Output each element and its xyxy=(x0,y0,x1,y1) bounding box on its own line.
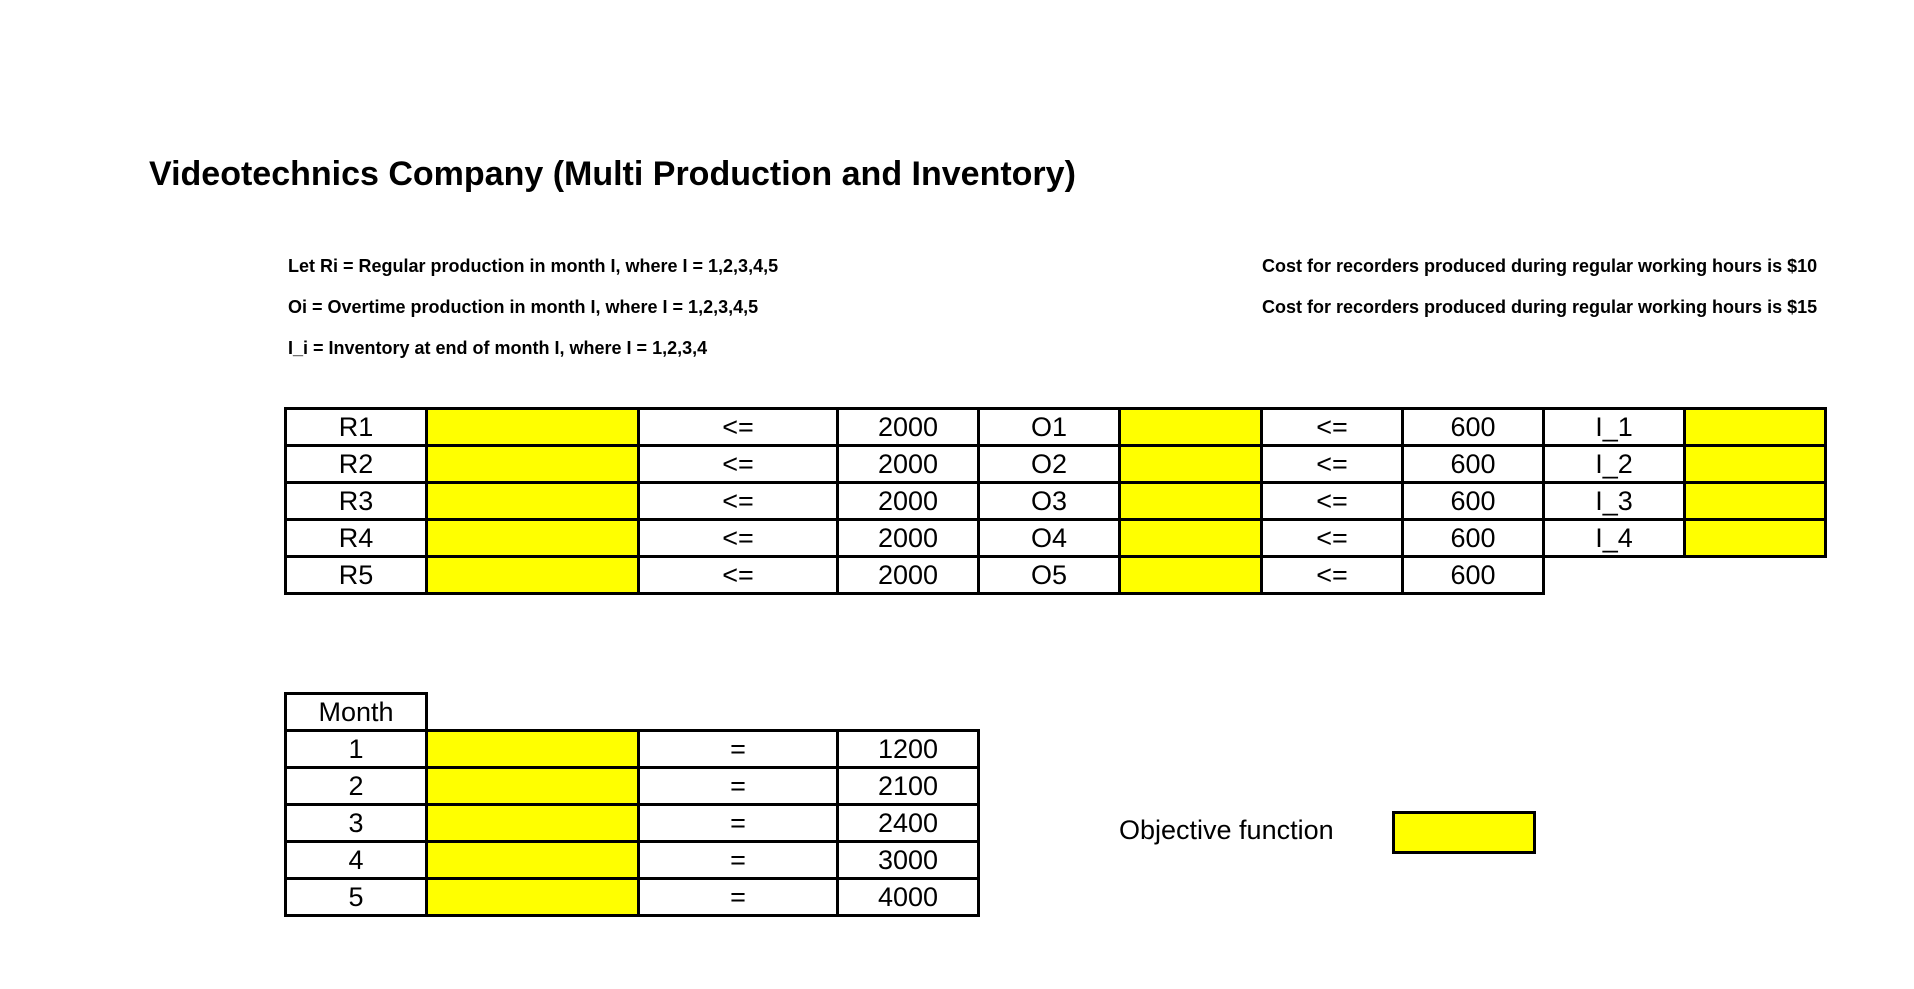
operator-cell: = xyxy=(639,731,838,768)
demand-value: 2400 xyxy=(838,805,979,842)
regular-input-cell[interactable] xyxy=(427,409,639,446)
inventory-input-cell[interactable] xyxy=(1685,483,1826,520)
regular-var-label: R1 xyxy=(286,409,427,446)
month-number: 3 xyxy=(286,805,427,842)
table-row xyxy=(286,483,1826,520)
inventory-var-label: I_4 xyxy=(1544,520,1685,557)
balance-input-cell[interactable] xyxy=(427,731,639,768)
demand-value: 3000 xyxy=(838,842,979,879)
balance-input-cell[interactable] xyxy=(427,805,639,842)
operator-cell: <= xyxy=(1262,557,1403,594)
operator-cell: <= xyxy=(1262,483,1403,520)
overtime-input-cell[interactable] xyxy=(1120,409,1262,446)
overtime-capacity: 600 xyxy=(1403,557,1544,594)
table-row xyxy=(286,842,979,879)
month-header: Month xyxy=(286,694,427,731)
definition-regular: Let Ri = Regular production in month I, where I = 1,2,3,4,5 xyxy=(288,256,779,276)
regular-var-label: R2 xyxy=(286,446,427,483)
operator-cell: = xyxy=(639,842,838,879)
table-row xyxy=(286,520,1826,557)
table-row xyxy=(286,446,1826,483)
operator-cell: <= xyxy=(639,446,838,483)
inventory-input-cell[interactable] xyxy=(1685,409,1826,446)
table-header-row xyxy=(286,694,979,731)
table-row xyxy=(286,805,979,842)
overtime-input-cell[interactable] xyxy=(1120,483,1262,520)
operator-cell: <= xyxy=(1262,446,1403,483)
regular-var-label: R5 xyxy=(286,557,427,594)
balance-input-cell[interactable] xyxy=(427,842,639,879)
empty-cell xyxy=(838,694,979,731)
cost-regular-note: Cost for recorders produced during regular working hours is $10 xyxy=(1262,256,1818,276)
inventory-input-cell[interactable] xyxy=(1685,446,1826,483)
operator-cell: = xyxy=(639,879,838,916)
table-row xyxy=(286,557,1826,594)
operator-cell: <= xyxy=(639,520,838,557)
demand-value: 2100 xyxy=(838,768,979,805)
inventory-var-label: I_1 xyxy=(1544,409,1685,446)
regular-capacity: 2000 xyxy=(838,483,979,520)
empty-cell xyxy=(427,694,639,731)
demand-value: 1200 xyxy=(838,731,979,768)
overtime-capacity: 600 xyxy=(1403,483,1544,520)
overtime-capacity: 600 xyxy=(1403,409,1544,446)
regular-capacity: 2000 xyxy=(838,446,979,483)
overtime-var-label: O1 xyxy=(979,409,1120,446)
regular-input-cell[interactable] xyxy=(427,557,639,594)
definition-overtime: Oi = Overtime production in month I, where I = 1,2,3,4,5 xyxy=(288,297,759,317)
overtime-capacity: 600 xyxy=(1403,446,1544,483)
balance-input-cell[interactable] xyxy=(427,879,639,916)
inventory-var-label: I_2 xyxy=(1544,446,1685,483)
overtime-input-cell[interactable] xyxy=(1120,446,1262,483)
regular-var-label: R4 xyxy=(286,520,427,557)
table-row xyxy=(286,731,979,768)
operator-cell: <= xyxy=(1262,409,1403,446)
overtime-var-label: O2 xyxy=(979,446,1120,483)
table-row xyxy=(286,768,979,805)
month-number: 4 xyxy=(286,842,427,879)
operator-cell: <= xyxy=(639,557,838,594)
regular-input-cell[interactable] xyxy=(427,520,639,557)
table-row xyxy=(286,879,979,916)
month-number: 5 xyxy=(286,879,427,916)
regular-capacity: 2000 xyxy=(838,520,979,557)
regular-input-cell[interactable] xyxy=(427,446,639,483)
empty-cell xyxy=(1544,557,1685,594)
page-title: Videotechnics Company (Multi Production and Inventory) xyxy=(149,155,1076,193)
regular-input-cell[interactable] xyxy=(427,483,639,520)
demand-value: 4000 xyxy=(838,879,979,916)
overtime-var-label: O4 xyxy=(979,520,1120,557)
operator-cell: <= xyxy=(1262,520,1403,557)
cost-overtime-note: Cost for recorders produced during regular working hours is $15 xyxy=(1262,297,1818,317)
empty-cell xyxy=(639,694,838,731)
capacity-constraints-table xyxy=(284,407,1827,595)
operator-cell: = xyxy=(639,805,838,842)
definition-inventory: I_i = Inventory at end of month I, where I = 1,2,3,4 xyxy=(288,338,708,358)
balance-input-cell[interactable] xyxy=(427,768,639,805)
regular-capacity: 2000 xyxy=(838,557,979,594)
operator-cell: <= xyxy=(639,483,838,520)
operator-cell: = xyxy=(639,768,838,805)
operator-cell: <= xyxy=(639,409,838,446)
overtime-var-label: O5 xyxy=(979,557,1120,594)
objective-function-cell[interactable] xyxy=(1392,811,1536,854)
regular-capacity: 2000 xyxy=(838,409,979,446)
overtime-capacity: 600 xyxy=(1403,520,1544,557)
regular-var-label: R3 xyxy=(286,483,427,520)
month-number: 1 xyxy=(286,731,427,768)
inventory-input-cell[interactable] xyxy=(1685,520,1826,557)
overtime-var-label: O3 xyxy=(979,483,1120,520)
objective-function-label: Objective function xyxy=(1119,815,1334,845)
month-number: 2 xyxy=(286,768,427,805)
overtime-input-cell[interactable] xyxy=(1120,520,1262,557)
table-row xyxy=(286,409,1826,446)
inventory-var-label: I_3 xyxy=(1544,483,1685,520)
overtime-input-cell[interactable] xyxy=(1120,557,1262,594)
demand-balance-table xyxy=(284,692,980,917)
empty-cell xyxy=(1685,557,1826,594)
